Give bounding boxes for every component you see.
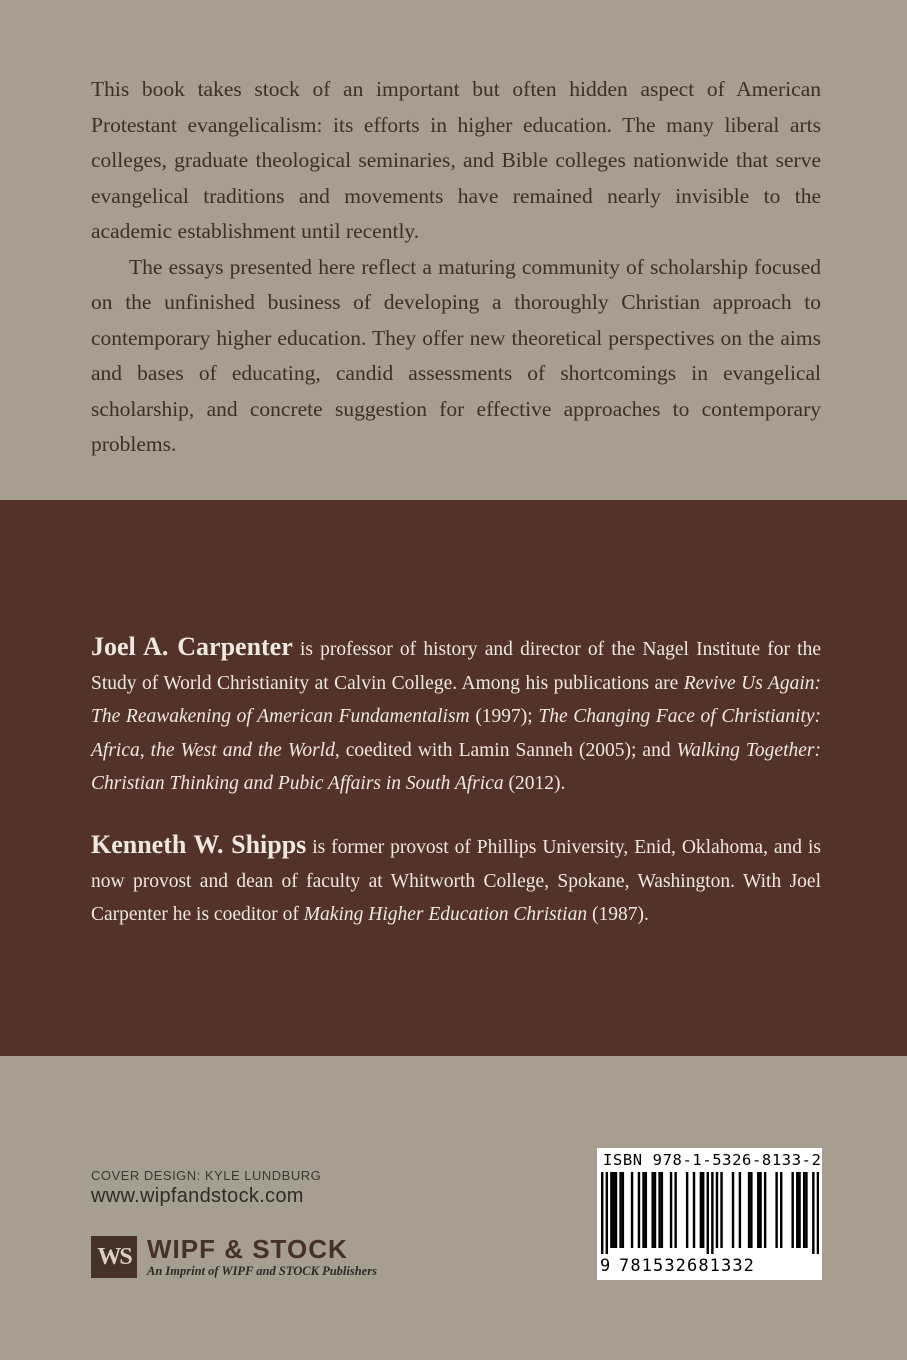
barcode-bar bbox=[791, 1172, 793, 1248]
barcode-bar bbox=[732, 1172, 734, 1248]
barcode-bar bbox=[638, 1172, 640, 1248]
barcode-digit-prefix: 9 bbox=[600, 1256, 611, 1276]
barcode-bar bbox=[658, 1172, 660, 1248]
publisher-subtitle: An Imprint of WIPF and STOCK Publishers bbox=[147, 1264, 377, 1278]
book-title: Making Higher Education Christian bbox=[303, 904, 588, 925]
barcode-bar bbox=[700, 1172, 702, 1248]
isbn-barcode bbox=[597, 1148, 822, 1280]
barcode-bar bbox=[716, 1172, 718, 1248]
barcode-bar bbox=[780, 1172, 782, 1248]
bio-text: , coedited with Lamin Sanneh (2005); and bbox=[334, 739, 677, 761]
barcode-bar bbox=[798, 1172, 800, 1248]
barcode-bar bbox=[759, 1172, 761, 1248]
barcode-bar bbox=[670, 1172, 672, 1248]
barcode-bar bbox=[601, 1172, 603, 1254]
barcode-bar bbox=[631, 1172, 633, 1248]
ws-logo-icon: WS bbox=[91, 1236, 137, 1278]
barcode-bar bbox=[817, 1172, 819, 1254]
barcode-bar bbox=[686, 1172, 688, 1248]
barcode-bar bbox=[803, 1172, 805, 1248]
book-title: Revive Us Again: The Reawakening of American Fundamentalism bbox=[91, 672, 821, 727]
cover-design-credit: COVER DESIGN: KYLE LUNDBURG bbox=[91, 1168, 322, 1183]
bio-text: is former provost of Phillips University, Enid, Oklahoma, and is now provost and dean of faculty at Whitworth College, Spokane, Washington. With Joel Carpenter he is coeditor of bbox=[91, 837, 821, 925]
publisher-logo bbox=[91, 1236, 411, 1280]
barcode-bar bbox=[654, 1172, 656, 1248]
book-title: Walking Together: Christian Thinking and Pubic Affairs in South Africa bbox=[91, 739, 821, 794]
barcode-digits: 781532681332 bbox=[619, 1256, 756, 1276]
publisher-website: www.wipfandstock.com bbox=[91, 1185, 304, 1207]
barcode-bar bbox=[764, 1172, 766, 1248]
barcode-bar bbox=[615, 1172, 617, 1248]
book-description bbox=[91, 72, 821, 463]
barcode-bar bbox=[748, 1172, 750, 1248]
bio-text: (1997); bbox=[469, 706, 539, 727]
barcode-bar bbox=[805, 1172, 807, 1248]
isbn-label: ISBN 978-1-5326-8133-2 bbox=[603, 1151, 822, 1169]
barcode-bar bbox=[645, 1172, 647, 1248]
barcode-bar bbox=[651, 1172, 653, 1248]
barcode-bar bbox=[750, 1172, 752, 1248]
barcode-bar bbox=[619, 1172, 621, 1248]
barcode-bar bbox=[622, 1172, 624, 1248]
barcode-bar bbox=[775, 1172, 777, 1248]
barcode-bar bbox=[702, 1172, 704, 1248]
author-bio-band bbox=[0, 500, 907, 1056]
barcode-bar bbox=[661, 1172, 663, 1248]
bio-text: is professor of history and director of the Nagel Institute for the Study of World Christianity at Calvin College. Among his publications are bbox=[91, 639, 821, 694]
barcode-bar bbox=[812, 1172, 814, 1254]
barcode-bar bbox=[693, 1172, 695, 1248]
barcode-bar bbox=[739, 1172, 741, 1248]
barcode-bar bbox=[612, 1172, 614, 1248]
barcode-bars bbox=[601, 1172, 819, 1254]
book-title: The Changing Face of Christianity: Africa, the West and the World bbox=[91, 706, 822, 761]
barcode-bar bbox=[606, 1172, 608, 1254]
publisher-name: WIPF & STOCK bbox=[147, 1234, 348, 1264]
barcode-bar bbox=[711, 1172, 713, 1254]
author-name: Joel A. Carpenter bbox=[91, 632, 293, 661]
barcode-bar bbox=[720, 1172, 722, 1248]
bio-text: (1987). bbox=[587, 904, 649, 925]
description-paragraph-2: The essays presented here reflect a maturing community of scholarship focused on the unfinished business of developing a thoroughly Christian approach to contemporary higher education. They offer new theoretical perspectives on the aims and bases of educating, candid assessments of shortcomings in evangelical scholarship, and concrete suggestion for effective approaches to contemporary problems. bbox=[91, 254, 821, 456]
barcode-bar bbox=[757, 1172, 759, 1248]
author-bio-carpenter bbox=[91, 630, 821, 801]
barcode-bar bbox=[796, 1172, 798, 1248]
barcode-bar bbox=[674, 1172, 676, 1248]
bio-text: (2012). bbox=[503, 773, 566, 794]
barcode-bar bbox=[707, 1172, 709, 1254]
author-bio-shipps bbox=[91, 828, 821, 932]
barcode-bar bbox=[642, 1172, 644, 1248]
barcode-bar bbox=[610, 1172, 612, 1248]
description-paragraph-1: This book takes stock of an important but often hidden aspect of American Protestant evangelicalism: its efforts in higher education. The many liberal arts colleges, graduate theological seminaries, and Bible colleges nationwide that serve evangelical traditions and movements have remained nearly invisible to the academic establishment until recently. bbox=[91, 77, 821, 243]
author-name: Kenneth W. Shipps bbox=[91, 830, 307, 859]
